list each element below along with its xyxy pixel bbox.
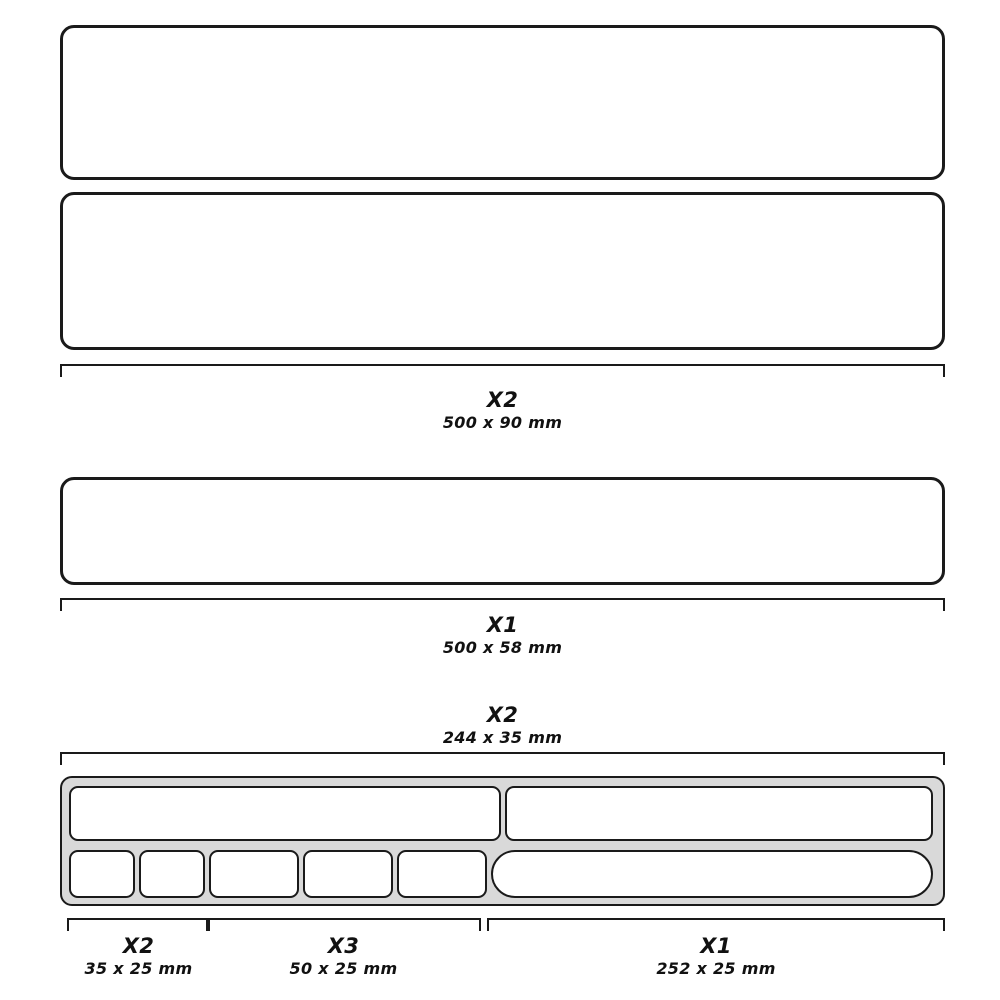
bracket-line	[60, 364, 945, 366]
panel-244x35-a	[69, 786, 501, 841]
bracket-tick-right	[943, 364, 945, 377]
dimension-bracket-50x25	[206, 918, 481, 932]
dimension-bracket-35x25	[67, 918, 210, 932]
panel-500x90-b	[60, 192, 945, 350]
bracket-tick-left	[487, 918, 489, 931]
bracket-line	[60, 598, 945, 600]
bracket-tick-right	[943, 918, 945, 931]
panel-500x90-a	[60, 25, 945, 180]
bracket-tick-left	[60, 752, 62, 765]
dimension-label-50x25	[206, 934, 481, 979]
bracket-tick-right	[943, 752, 945, 765]
dimension-quantity: X1	[486, 613, 519, 637]
dimension-label-500x58	[60, 613, 945, 658]
dimension-bracket-500x90	[60, 364, 945, 378]
bracket-line	[206, 918, 481, 920]
panel-500x58	[60, 477, 945, 585]
bracket-line	[487, 918, 945, 920]
panel-50x25-a	[209, 850, 299, 898]
dimension-size: 50 x 25 mm	[289, 959, 398, 978]
dimension-quantity: X1	[700, 934, 732, 958]
parts-tray	[60, 776, 945, 906]
dimension-bracket-244x35	[60, 752, 945, 766]
dimension-bracket-500x58	[60, 598, 945, 612]
panel-35x25-a	[69, 850, 135, 898]
dimension-quantity: X2	[486, 388, 519, 412]
dimension-size: 252 x 25 mm	[656, 959, 776, 978]
dimension-label-244x35	[60, 703, 945, 748]
dimension-bracket-252x25	[487, 918, 945, 932]
bracket-tick-left	[67, 918, 69, 931]
dimension-quantity: X3	[327, 934, 360, 958]
panel-244x35-b	[505, 786, 933, 841]
dimension-size: 244 x 35 mm	[442, 728, 563, 747]
bracket-line	[67, 918, 210, 920]
dimension-quantity: X2	[486, 703, 519, 727]
dimension-label-35x25	[52, 934, 225, 979]
bracket-tick-left	[60, 364, 62, 377]
dimension-quantity: X2	[122, 934, 155, 958]
bracket-tick-right	[479, 918, 481, 931]
panel-252x25	[491, 850, 933, 898]
panel-50x25-c	[397, 850, 487, 898]
dimension-label-252x25	[487, 934, 945, 979]
bracket-tick-left	[60, 598, 62, 611]
dimension-size: 500 x 90 mm	[442, 413, 563, 432]
bracket-tick-right	[943, 598, 945, 611]
panel-50x25-b	[303, 850, 393, 898]
dimension-size: 35 x 25 mm	[84, 959, 193, 978]
bracket-tick-left	[206, 918, 208, 931]
dimension-label-500x90	[60, 388, 945, 433]
bracket-line	[60, 752, 945, 754]
panel-35x25-b	[139, 850, 205, 898]
dimension-size: 500 x 58 mm	[442, 638, 563, 657]
